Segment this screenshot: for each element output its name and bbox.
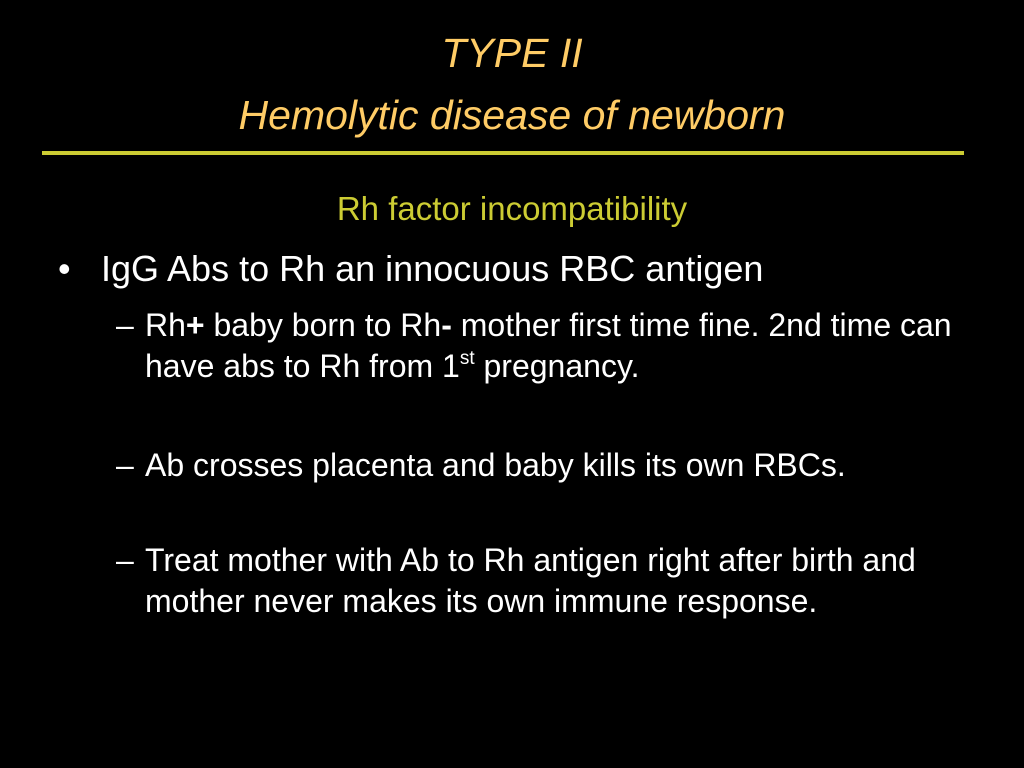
- sub-bullet-dash: –: [116, 447, 134, 483]
- sub-bullet-rh-pregnancy: [116, 305, 966, 387]
- bullet-marker: •: [58, 248, 71, 289]
- sub-bullet-text: [145, 305, 966, 387]
- slide-title-line-1: TYPE II: [441, 30, 583, 76]
- slide-title-line-2: Hemolytic disease of newborn: [238, 92, 786, 138]
- text-run: baby born to Rh: [204, 307, 442, 343]
- text-run: pregnancy.: [474, 348, 640, 384]
- bullet-text: IgG Abs to Rh an innocuous RBC antigen: [101, 248, 764, 289]
- slide-subtitle: Rh factor incompatibility: [336, 190, 688, 227]
- title-divider: [42, 151, 964, 155]
- rh-positive-symbol: +: [185, 307, 205, 343]
- sub-bullet-text: Ab crosses placenta and baby kills its own RBCs.: [145, 447, 846, 483]
- text-run: mother first time fine. 2nd time can have abs to Rh from 1: [145, 307, 952, 384]
- ordinal-superscript: st: [459, 348, 475, 369]
- sub-bullet-dash: –: [116, 542, 134, 578]
- sub-bullet-ab-crosses: [116, 445, 966, 486]
- sub-bullet-treat-mother: [116, 540, 966, 622]
- bullet-item: [58, 247, 763, 291]
- sub-bullet-dash: –: [116, 307, 134, 343]
- sub-bullet-text: Treat mother with Ab to Rh antigen right after birth and mother never makes its own immune response.: [145, 542, 916, 619]
- text-run: Rh: [145, 307, 186, 343]
- rh-negative-symbol: -: [441, 307, 452, 343]
